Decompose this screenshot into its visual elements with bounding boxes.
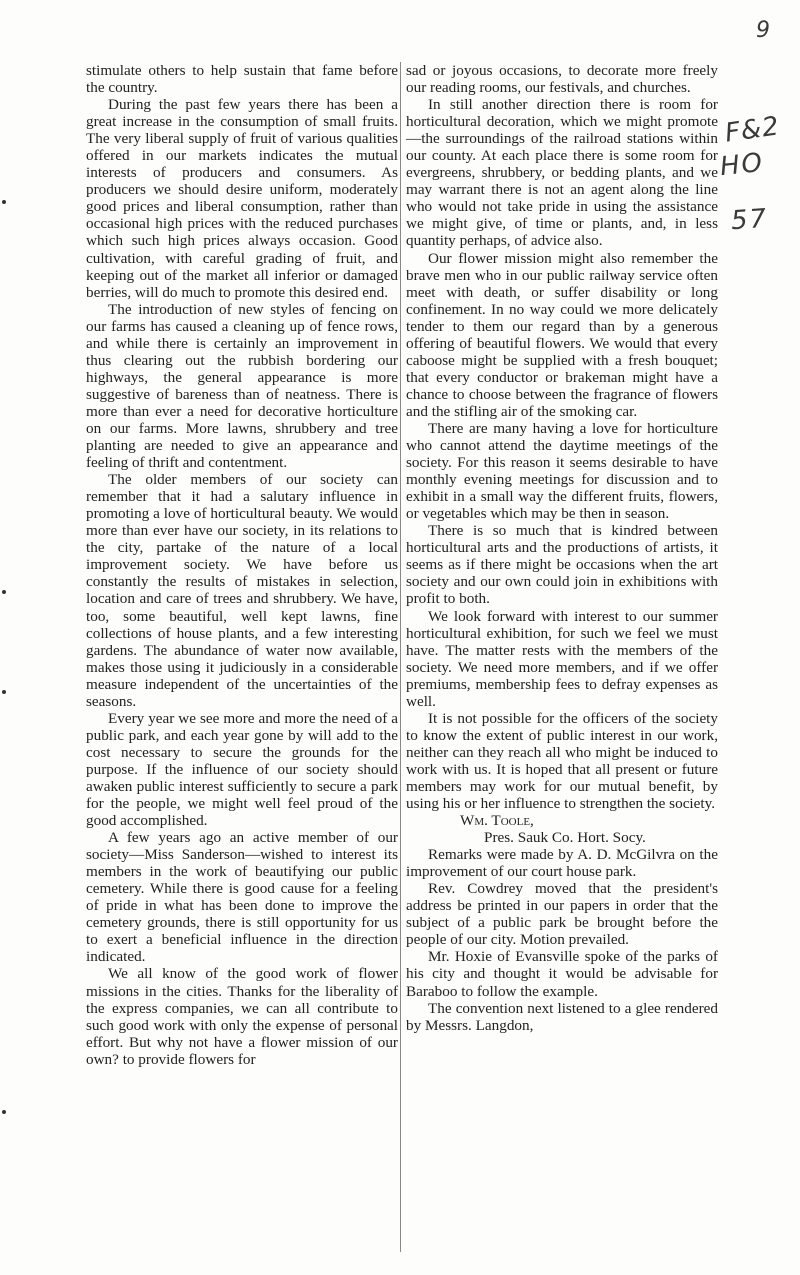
left-column [86,62,398,1068]
paragraph: There are many having a love for horticulture who cannot attend the daytime meetings of the society. For this reason it seems desirable to have monthly evening meetings for discussion and to exhibit in a small way the different fruits, flowers, or vegetables which may be then in season. [406,419,718,523]
handwritten-note-2: HO [718,147,766,183]
paragraph: Mr. Hoxie of Evansville spoke of the parks of his city and thought it would be advisable for Baraboo to follow the example. [406,948,718,1000]
paragraph: We all know of the good work of flower missions in the cities. Thanks for the liberality of the express companies, we can all contribute to such good work with only the expense of personal effort. But why not have a flower mission of our own? to provide flowers for [86,965,398,1068]
paragraph: The convention next listened to a glee rendered by Messrs. Langdon, [406,999,718,1034]
paragraph: Remarks were made by A. D. McGilvra on the improvement of our court house park. [406,846,718,881]
paragraph: During the past few years there has been a great increase in the consumption of small fruits. The very liberal supply of fruit of various qualities offered in our markets indicates the mutual interests of producers and consumers. As producers we should desire uniform, moderately good prices and liberal consumption, rather than occasional high prices with the reduced purchases which such high prices always occasion. Good cultivation, with careful grading of fruit, and keeping out of the market all inferior or damaged berries, will do much to promote this desired end. [86,96,398,301]
paragraph: We look forward with interest to our summer horticultural exhibition, for such we feel we must have. The matter rests with the members of the society. We need more members, and if we offer premiums, membership fees to defray expenses as well. [406,607,718,710]
paragraph: It is not possible for the officers of the society to know the extent of public interest in our work, neither can they reach all who might be induced to work with us. It is hoped that all present or future members may work for our mutual benefit, by using his or her influence to strengthen the society. [406,709,718,813]
paragraph: There is so much that is kindred between horticultural arts and the productions of artists, it seems as if there might be occasions when the art society and our own could join in exhibitions with profit to both. [406,522,718,608]
binding-hole-mark [2,690,6,694]
binding-hole-mark [2,200,6,204]
paragraph: In still another direction there is room for horticultural decoration, which we might promote—the surroundings of the railroad stations within our county. At each place there is some room for evergreens, shrubbery, or bedding plants, and we may warrant there is not an agent along the line who would not take pride in using the assistance we might give, of time or plants, and, in less quantity perhaps, of advice also. [406,96,718,250]
right-column [406,62,718,1034]
paragraph: sad or joyous occasions, to decorate more freely our reading rooms, our festivals, and churches. [406,62,718,97]
paragraph: The introduction of new styles of fencing on our farms has caused a cleaning up of fence rows, and while there is certainly an improvement in thus clearing out the rubbish bordering our highways, the general appearance is more suggestive of bareness than of neatness. There is more than ever a need for decorative horticulture on our farms. More lawns, shrubbery and tree planting are needed to give an appearance and feeling of thrift and contentment. [86,300,398,472]
paragraph: Every year we see more and more the need of a public park, and each year gone by will add to the cost necessary to secure the grounds for the purpose. If the influence of our society should awaken public interest sufficiently to secure a park for the people, we might well feel proud of the good accomplished. [86,709,398,830]
signature-title: Pres. Sauk Co. Hort. Socy. [484,829,646,847]
handwritten-note-1: F&2 [723,111,782,149]
signature-name: Wm. Toole, [460,812,534,830]
paragraph: stimulate others to help sustain that fame before the country. [86,62,398,97]
handwritten-note-3: 57 [729,203,770,237]
paragraph: Rev. Cowdrey moved that the president's address be printed in our papers in order that the subject of a public park be brought before the people of our city. Motion prevailed. [406,880,718,949]
paragraph: Our flower mission might also remember the brave men who in our public railway service often meet with death, or suffer disability or long confinement. In no way could we more delicately tender to them our regard than by a generous offering of beautiful flowers. We would that every caboose might be supplied with a fresh bouquet; that every conductor or brakeman might have a chance to choose between the fragrance of flowers and the stifling air of the smoking car. [406,249,718,420]
column-divider [400,62,401,1252]
binding-hole-mark [2,590,6,594]
paragraph: A few years ago an active member of our society—Miss Sanderson—wished to interest its members in the work of beautifying our public cemetery. While there is good cause for a feeling of pride in what has been done to improve the cemetery grounds, there is still opportunity for us to exert a beneficial influence in the direction indicated. [86,829,398,966]
page-number: 9 [756,18,770,43]
paragraph: The older members of our society can remember that it had a salutary influence in promoting a love of horticultural beauty. We would more than ever have our society, in its relations to the city, partake of the nature of a local improvement society. We have before us constantly the results of mistakes in selection, location and care of trees and shrubbery. We have, too, some beautiful, well kept lawns, fine collections of house plants, and a few interesting gardens. The abundance of water now available, makes those using it judiciously in a considerable measure independent of the uncertainties of the seasons. [86,471,398,710]
binding-hole-mark [2,1110,6,1114]
